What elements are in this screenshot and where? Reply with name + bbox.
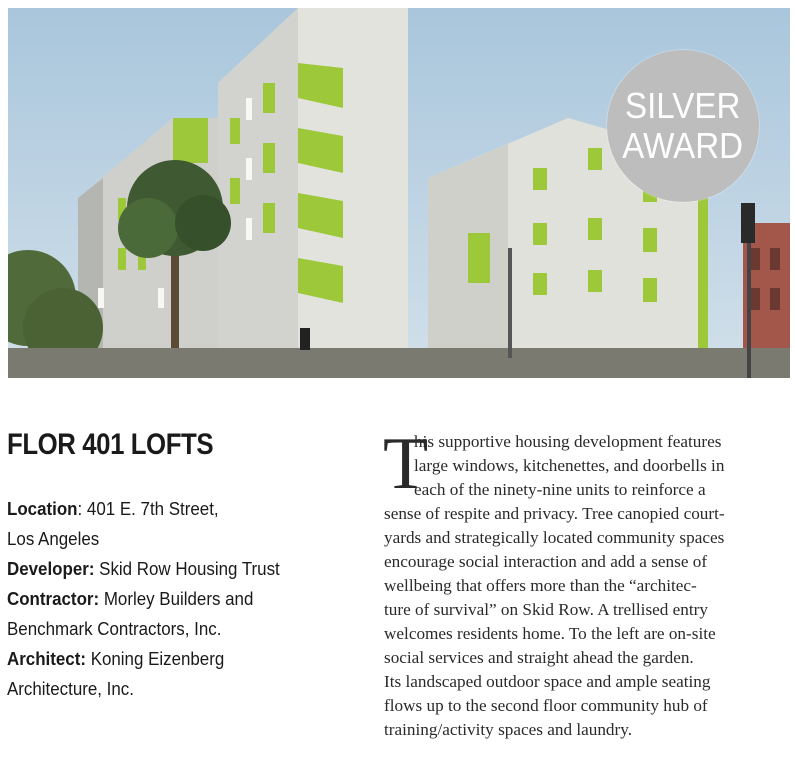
text-line: social services and straight ahead the garden. [384, 648, 694, 667]
text-line: ture of survival” on Skid Row. A trellised entry [384, 600, 708, 619]
building-photo [8, 8, 790, 378]
fact-value: Koning Eizenberg [90, 649, 225, 669]
text-line: training/activity spaces and laundry. [384, 720, 633, 739]
text-line: his supportive housing development features [414, 432, 722, 451]
fact-row-location-cont [7, 524, 331, 554]
fact-row-contractor-cont [7, 614, 331, 644]
text-line: yards and strategically located community spaces [384, 528, 725, 547]
fact-label: Architect: [7, 649, 86, 669]
text-line: encourage social interaction and add a sense of [384, 552, 708, 571]
text-line: flows up to the second floor community hub of [384, 696, 708, 715]
text-line: sense of respite and privacy. Tree canopied court- [384, 504, 725, 523]
fact-row-contractor [7, 584, 331, 614]
badge-line-1: SILVER [625, 85, 741, 126]
text-line: wellbeing that offers more than the “architec- [384, 576, 697, 595]
fact-row-architect [7, 644, 331, 674]
silver-award-badge [607, 50, 759, 202]
fact-label: Contractor: [7, 589, 100, 609]
fact-value: 401 E. 7th Street, [86, 499, 219, 519]
fact-label: Location [7, 499, 78, 519]
fact-row-location [7, 494, 331, 524]
fact-row-architect-cont [7, 674, 331, 704]
drop-cap: T [383, 423, 429, 505]
text-line: large windows, kitchenettes, and doorbells in [414, 456, 725, 475]
badge-line-2: AWARD [622, 125, 744, 166]
text-line: each of the ninety-nine units to reinforce a [414, 480, 706, 499]
description-text [383, 423, 784, 742]
project-facts [7, 494, 331, 704]
project-title: FLOR 401 LOFTS [7, 428, 214, 461]
fact-row-developer [7, 554, 331, 584]
fact-separator: : [77, 499, 87, 519]
fact-value: Los Angeles [7, 529, 100, 549]
text-line: Its landscaped outdoor space and ample seating [384, 672, 711, 691]
fact-value: Architecture, Inc. [7, 679, 134, 699]
fact-value: Morley Builders and [103, 589, 254, 609]
fact-value: Skid Row Housing Trust [99, 559, 280, 579]
fact-value: Benchmark Contractors, Inc. [7, 619, 222, 639]
text-line: welcomes residents home. To the left are on-site [384, 624, 716, 643]
fact-label: Developer: [7, 559, 95, 579]
